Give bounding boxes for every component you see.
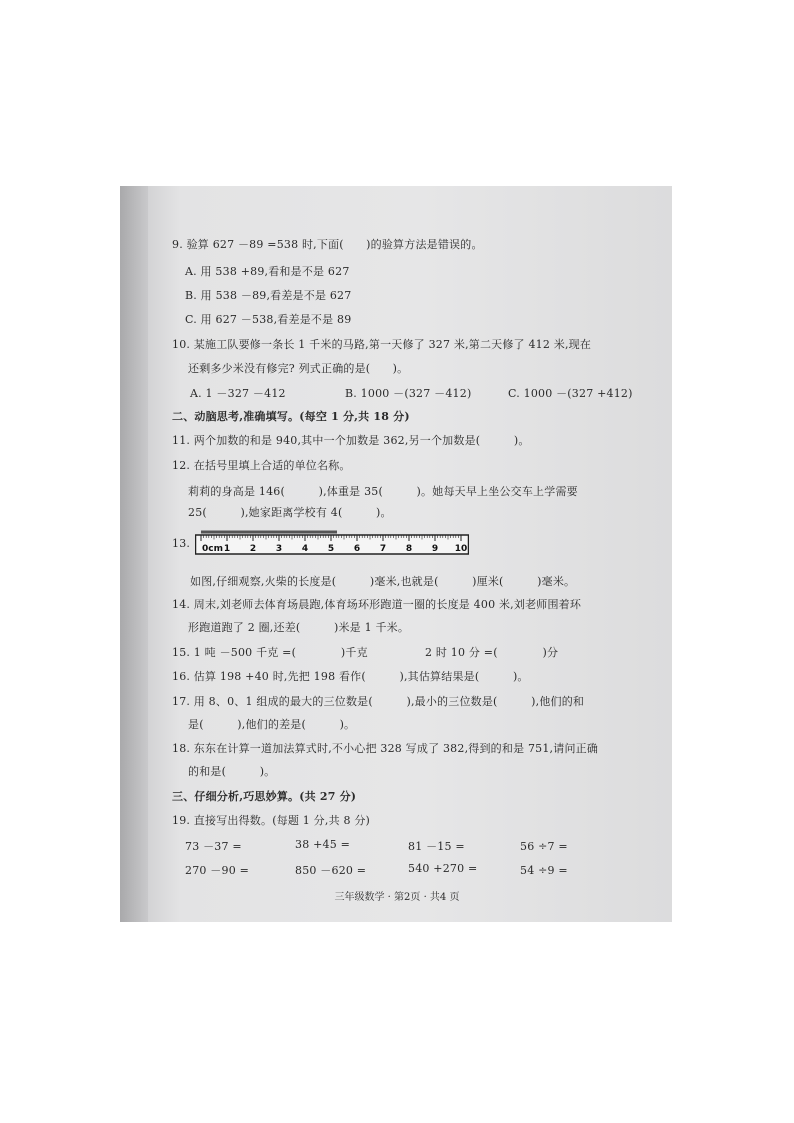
ruler-label: 5 xyxy=(327,544,335,554)
page-footer: 三年级数学 · 第2页 · 共4 页 xyxy=(334,892,460,903)
q17-line1: 17. 用 8、0、1 组成的最大的三位数是( ),最小的三位数是( ),他们的和 xyxy=(172,695,585,708)
q15-right: 2 时 10 分 =( )分 xyxy=(425,646,559,659)
q19-item: 540 +270 = xyxy=(408,862,478,875)
q10-option-b: B. 1000 －(327 －412) xyxy=(345,387,472,400)
ruler-label: 2 xyxy=(249,544,257,554)
q12-line2: 25( ),她家距离学校有 4( )。 xyxy=(188,506,392,519)
q11: 11. 两个加数的和是 940,其中一个加数是 362,另一个加数是( )。 xyxy=(172,434,530,447)
ruler-label: 7 xyxy=(379,544,387,554)
q9-option-b: B. 用 538 －89,看差是不是 627 xyxy=(185,289,352,302)
q19-item: 270 －90 = xyxy=(185,864,250,877)
q19-item: 850 －620 = xyxy=(295,864,367,877)
q9-stem: 9. 验算 627 －89 =538 时,下面( )的验算方法是错误的。 xyxy=(172,238,483,251)
q9-option-a: A. 用 538 +89,看和是不是 627 xyxy=(185,265,350,278)
q10-line1: 10. 某施工队要修一条长 1 千米的马路,第一天修了 327 米,第二天修了 412 米,现在 xyxy=(172,338,592,351)
q12-stem: 12. 在括号里填上合适的单位名称。 xyxy=(172,459,351,472)
ruler-label: 1 xyxy=(223,544,231,554)
q13-text: 如图,仔细观察,火柴的长度是( )毫米,也就是( )厘米( )毫米。 xyxy=(190,575,576,588)
ruler-label: 8 xyxy=(405,544,413,554)
q14-line1: 14. 周末,刘老师去体育场晨跑,体育场环形跑道一圈的长度是 400 米,刘老师围着环 xyxy=(172,598,582,611)
q16: 16. 估算 198 +40 时,先把 198 看作( ),其估算结果是( )。 xyxy=(172,670,529,683)
q19-item: 73 －37 = xyxy=(185,840,242,853)
ruler-label: 3 xyxy=(275,544,283,554)
q12-line1: 莉莉的身高是 146( ),体重是 35( )。她每天早上坐公交车上学需要 xyxy=(188,485,578,498)
q10-option-a: A. 1 －327 －412 xyxy=(190,387,286,400)
q17-line2: 是( ),他们的差是( )。 xyxy=(188,718,356,731)
q9-option-c: C. 用 627 －538,看差是不是 89 xyxy=(185,313,352,326)
section-2-heading: 二、动脑思考,准确填写。(每空 1 分,共 18 分) xyxy=(172,410,410,423)
q19-stem: 19. 直接写出得数。(每题 1 分,共 8 分) xyxy=(172,814,371,827)
ruler-label: 4 xyxy=(301,544,309,554)
q19-item: 38 +45 = xyxy=(295,838,351,851)
q15-left: 15. 1 吨 －500 千克 =( )千克 xyxy=(172,646,368,659)
ruler-label: 6 xyxy=(353,544,361,554)
ruler-label: 0cm xyxy=(202,544,223,554)
q19-item: 81 －15 = xyxy=(408,840,465,853)
q10-option-c: C. 1000 －(327 +412) xyxy=(508,387,633,400)
q10-line2: 还剩多少米没有修完? 列式正确的是( )。 xyxy=(188,362,409,375)
ruler-figure xyxy=(195,530,469,555)
page-shadow xyxy=(120,186,148,922)
q13-number: 13. xyxy=(172,537,191,550)
ruler-label: 9 xyxy=(431,544,439,554)
q19-item: 54 ÷9 = xyxy=(520,864,568,877)
section-3-heading: 三、仔细分析,巧思妙算。(共 27 分) xyxy=(172,790,357,803)
q18-line1: 18. 东东在计算一道加法算式时,不小心把 328 写成了 382,得到的和是 751,请问正确 xyxy=(172,742,599,755)
q18-line2: 的和是( )。 xyxy=(188,765,276,778)
ruler-label: 10 xyxy=(454,544,468,554)
q19-item: 56 ÷7 = xyxy=(520,840,568,853)
matchstick xyxy=(201,531,337,534)
q14-line2: 形跑道跑了 2 圈,还差( )米是 1 千米。 xyxy=(188,621,410,634)
